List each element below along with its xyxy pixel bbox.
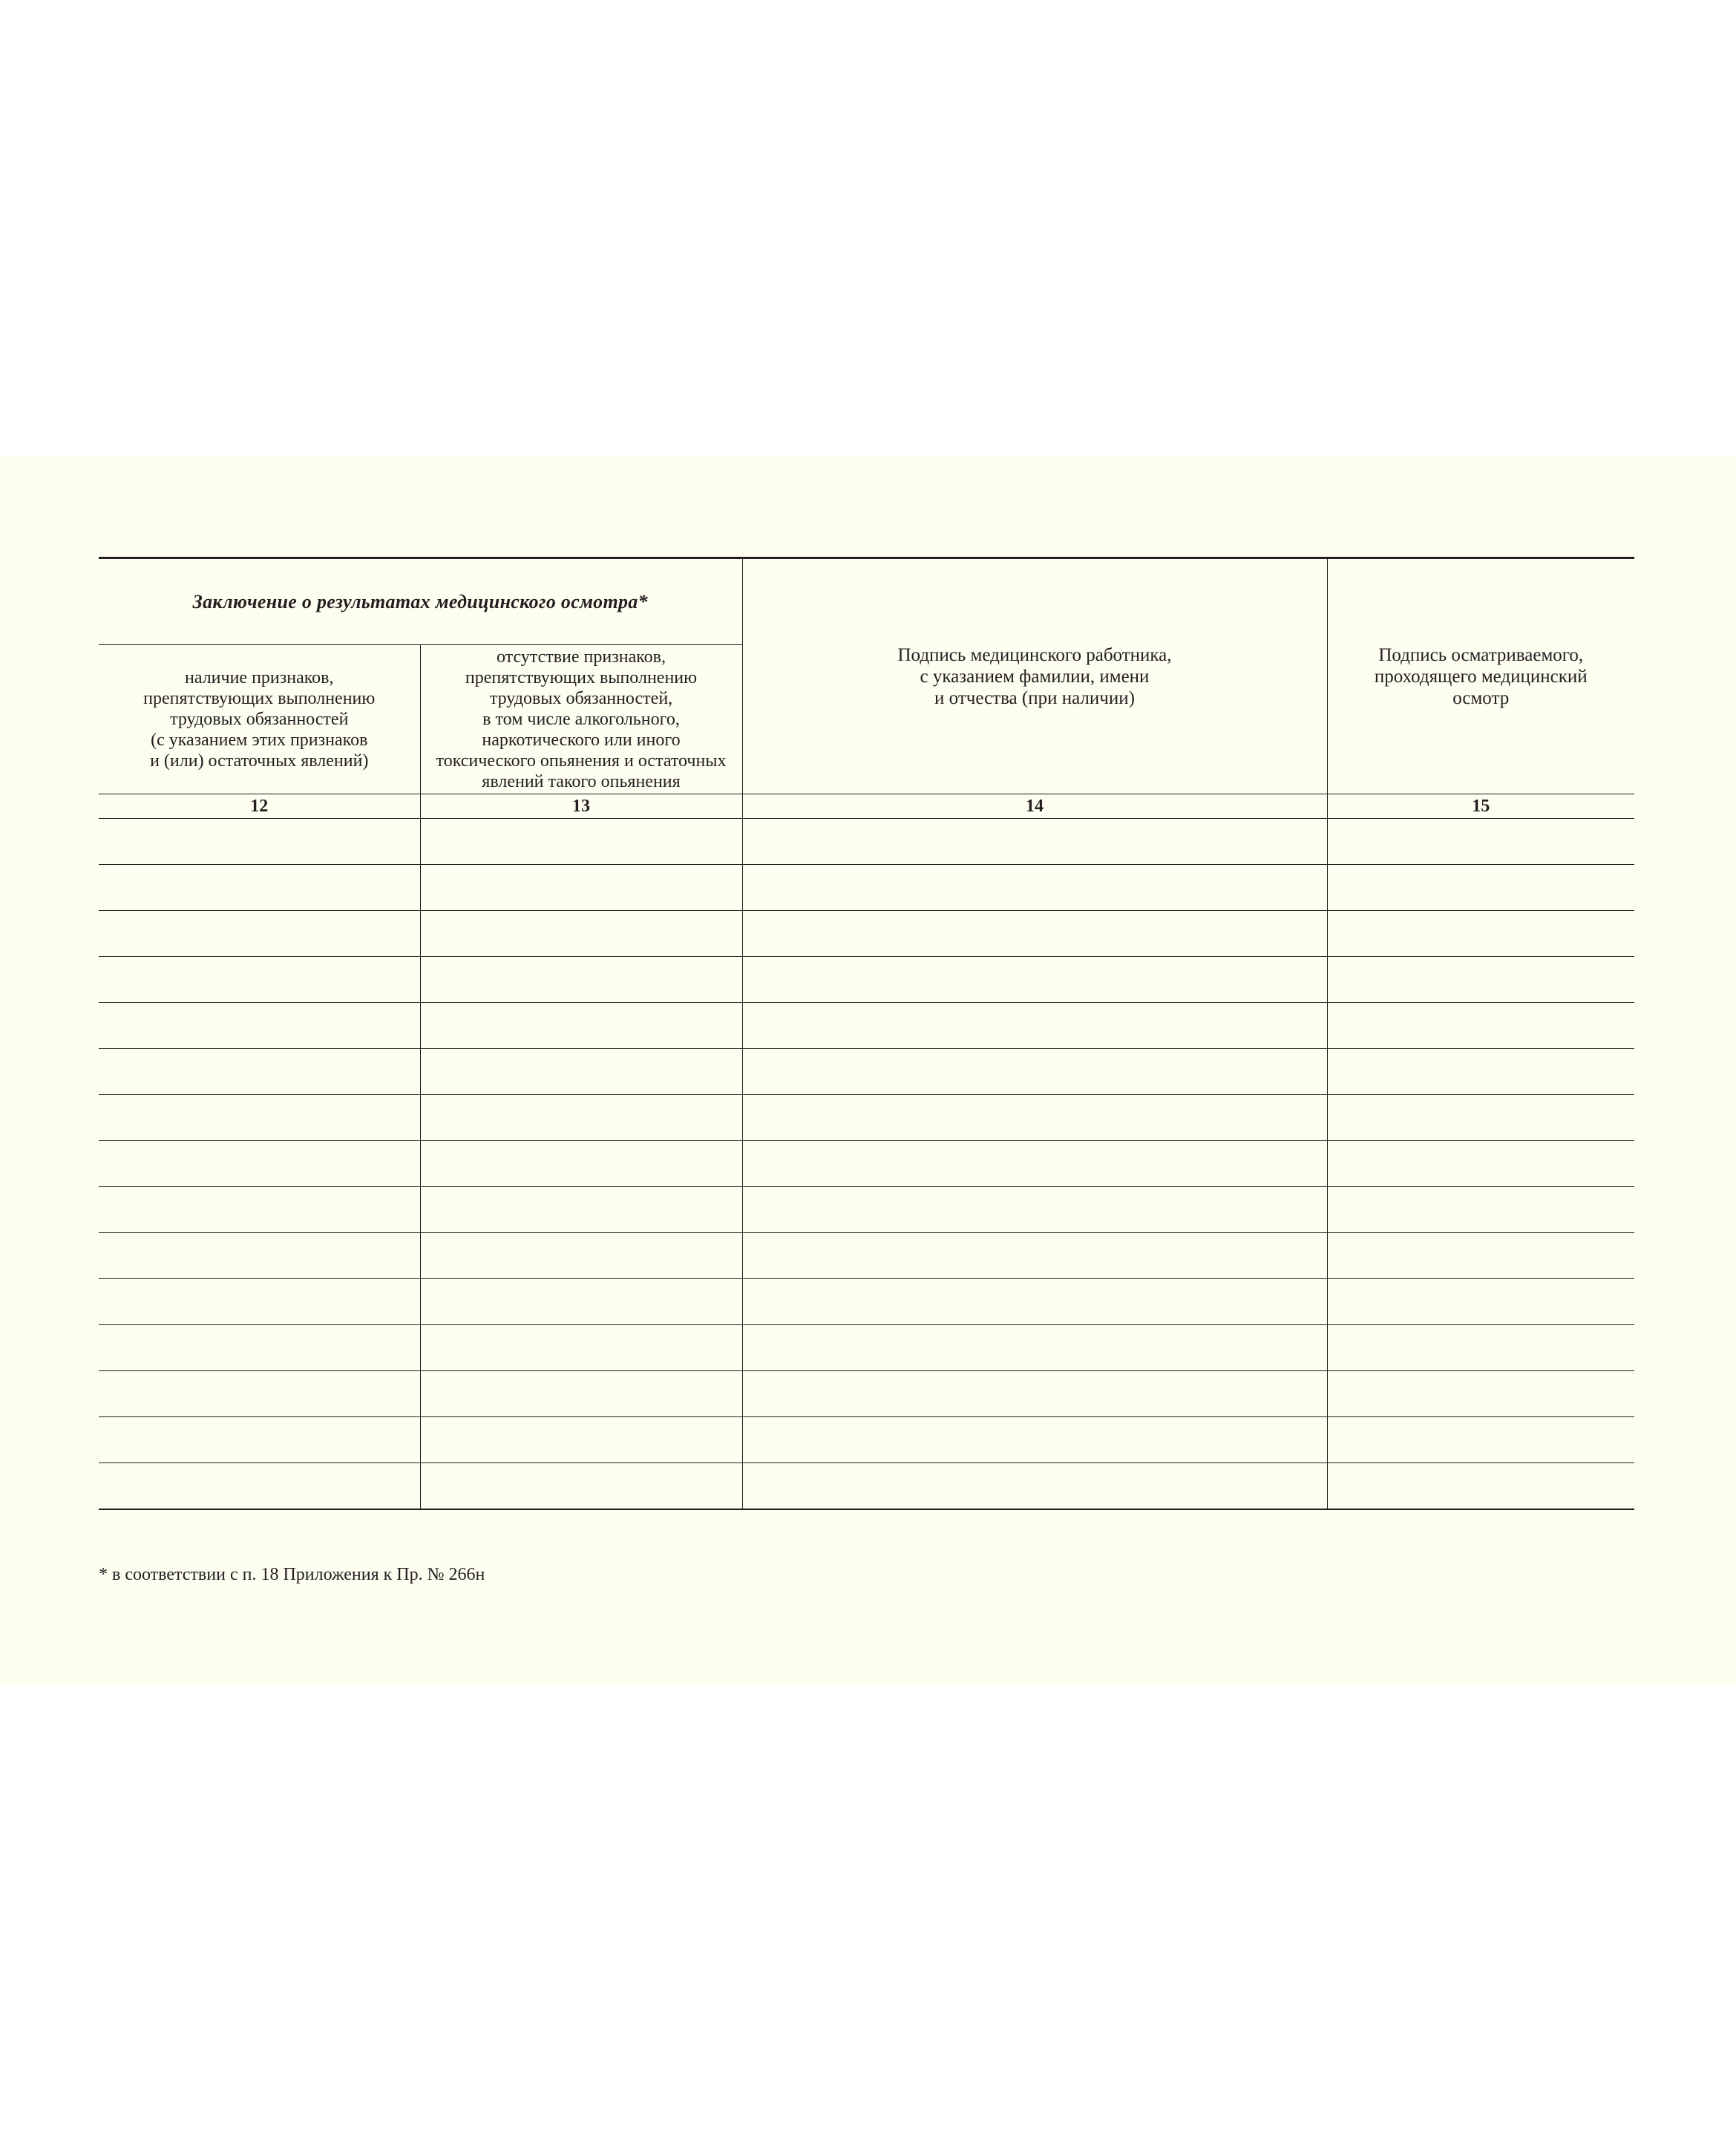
table-cell-col15[interactable] [1327,1371,1634,1417]
table-cell-col12[interactable] [99,911,420,957]
table-cell-col14[interactable] [742,1233,1327,1279]
table-cell-col14[interactable] [742,819,1327,865]
table-cell-col14[interactable] [742,1003,1327,1049]
col15-header [1327,558,1634,794]
table-cell-col15[interactable] [1327,911,1634,957]
col12-header-text: наличие признаков, препятствующих выполнению трудовых обязанностей (с указанием этих признаков и (или) остаточных явлений) [143,668,376,771]
table-row [99,1003,1634,1049]
table-cell-col12[interactable] [99,1279,420,1325]
table-cell-col15[interactable] [1327,1463,1634,1510]
table-cell-col15[interactable] [1327,1003,1634,1049]
table-row [99,819,1634,865]
table-cell-col12[interactable] [99,1141,420,1187]
table-cell-col15[interactable] [1327,1141,1634,1187]
table-cell-col15[interactable] [1327,957,1634,1003]
table-row [99,911,1634,957]
table-row [99,1187,1634,1233]
table-row [99,1095,1634,1141]
conclusion-title-text: Заключение о результатах медицинского осмотра [192,591,638,613]
table-cell-col13[interactable] [420,1371,742,1417]
conclusion-asterisk: * [638,591,648,613]
col13-header-text: отсутствие признаков, препятствующих выполнению трудовых обязанностей, в том числе алкогольного, наркотического или иного токсического опьянения и остаточных явлений такого опьянения [436,647,727,791]
table-cell-col12[interactable] [99,819,420,865]
table-cell-col15[interactable] [1327,1095,1634,1141]
table-cell-col12[interactable] [99,1463,420,1510]
table-cell-col12[interactable] [99,957,420,1003]
column-number-14: 14 [742,794,1327,819]
table-cell-col13[interactable] [420,1049,742,1095]
table-cell-col13[interactable] [420,819,742,865]
table-row [99,957,1634,1003]
table-cell-col12[interactable] [99,1003,420,1049]
column-number-13: 13 [420,794,742,819]
table-cell-col12[interactable] [99,1233,420,1279]
table-cell-col14[interactable] [742,1095,1327,1141]
table-cell-col12[interactable] [99,1325,420,1371]
table-cell-col14[interactable] [742,1371,1327,1417]
table-cell-col14[interactable] [742,1279,1327,1325]
column-numbers-row [99,794,1634,819]
table-cell-col15[interactable] [1327,1233,1634,1279]
table-cell-col14[interactable] [742,1417,1327,1463]
table-cell-col15[interactable] [1327,1049,1634,1095]
table-cell-col13[interactable] [420,1279,742,1325]
table-cell-col15[interactable] [1327,1325,1634,1371]
col13-header [420,645,742,794]
table-cell-col15[interactable] [1327,1279,1634,1325]
table-cell-col13[interactable] [420,1233,742,1279]
table-cell-col14[interactable] [742,1141,1327,1187]
table-cell-col13[interactable] [420,1003,742,1049]
conclusion-header [99,558,742,645]
table-cell-col14[interactable] [742,865,1327,911]
table-cell-col13[interactable] [420,911,742,957]
table-cell-col14[interactable] [742,1187,1327,1233]
table-cell-col15[interactable] [1327,819,1634,865]
table-cell-col13[interactable] [420,957,742,1003]
table-cell-col13[interactable] [420,865,742,911]
table-cell-col14[interactable] [742,1049,1327,1095]
table-cell-col12[interactable] [99,1049,420,1095]
col14-header-text: Подпись медицинского работника, с указанием фамилии, имени и отчества (при наличии) [897,644,1172,708]
column-number-15: 15 [1327,794,1634,819]
table-cell-col12[interactable] [99,1187,420,1233]
table-row [99,1279,1634,1325]
table-cell-col12[interactable] [99,1371,420,1417]
table-cell-col13[interactable] [420,1095,742,1141]
col12-header [99,645,420,794]
table-cell-col14[interactable] [742,957,1327,1003]
table-row [99,1141,1634,1187]
table-cell-col12[interactable] [99,865,420,911]
table-cell-col14[interactable] [742,1463,1327,1510]
table-cell-col14[interactable] [742,1325,1327,1371]
table-cell-col13[interactable] [420,1463,742,1510]
table-row [99,1417,1634,1463]
table-row [99,1325,1634,1371]
table-row [99,1049,1634,1095]
table-cell-col15[interactable] [1327,1417,1634,1463]
table-row [99,865,1634,911]
table-cell-col12[interactable] [99,1095,420,1141]
table-cell-col13[interactable] [420,1187,742,1233]
column-number-12: 12 [99,794,420,819]
table-row [99,1233,1634,1279]
col15-header-text: Подпись осматриваемого, проходящего медицинский осмотр [1374,644,1588,708]
table-row [99,1371,1634,1417]
header-row-1 [99,558,1634,645]
footnote: * в соответствии с п. 18 Приложения к Пр. № 266н [99,1565,485,1584]
table-cell-col13[interactable] [420,1141,742,1187]
table-cell-col13[interactable] [420,1325,742,1371]
table-row [99,1463,1634,1510]
col14-header [742,558,1327,794]
table-cell-col15[interactable] [1327,1187,1634,1233]
table-cell-col12[interactable] [99,1417,420,1463]
medical-exam-journal-table [99,557,1634,1510]
table-body [99,819,1634,1510]
table-cell-col13[interactable] [420,1417,742,1463]
table-cell-col14[interactable] [742,911,1327,957]
table-cell-col15[interactable] [1327,865,1634,911]
